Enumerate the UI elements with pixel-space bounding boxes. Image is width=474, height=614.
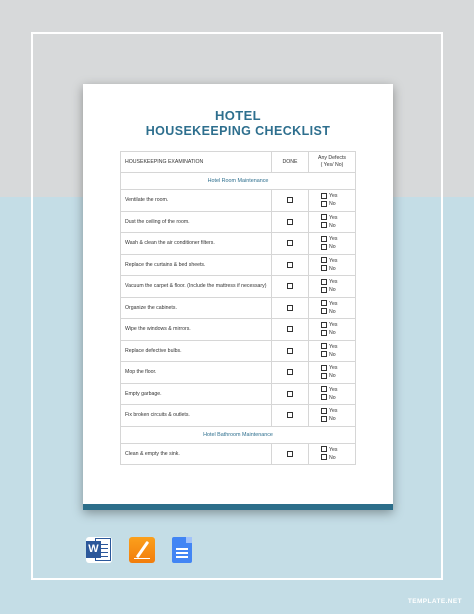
checklist-row bbox=[121, 190, 356, 212]
yes-label: Yes bbox=[329, 193, 338, 200]
yes-label: Yes bbox=[329, 279, 338, 286]
yes-label: Yes bbox=[329, 365, 338, 372]
google-docs-icon[interactable] bbox=[172, 537, 192, 563]
checklist-table bbox=[120, 151, 356, 465]
checklist-body bbox=[121, 173, 356, 465]
no-label: No bbox=[329, 351, 336, 358]
no-checkbox[interactable] bbox=[321, 287, 327, 293]
no-label: No bbox=[329, 373, 336, 380]
no-label: No bbox=[329, 265, 336, 272]
yes-label: Yes bbox=[329, 300, 338, 307]
header-task: HOUSEKEEPING EXAMINATION bbox=[121, 152, 272, 173]
no-label: No bbox=[329, 201, 336, 208]
section-title: Hotel Room Maintenance bbox=[121, 173, 356, 190]
document-page bbox=[83, 84, 393, 510]
no-checkbox[interactable] bbox=[321, 330, 327, 336]
checklist-row bbox=[121, 297, 356, 319]
done-checkbox[interactable] bbox=[287, 412, 293, 418]
no-label: No bbox=[329, 222, 336, 229]
done-checkbox[interactable] bbox=[287, 348, 293, 354]
yes-checkbox[interactable] bbox=[321, 193, 327, 199]
task-label: Ventilate the room. bbox=[121, 190, 272, 212]
yes-checkbox[interactable] bbox=[321, 257, 327, 263]
no-checkbox[interactable] bbox=[321, 222, 327, 228]
task-label: Vacuum the carpet & floor. (Include the mattress if necessary) bbox=[121, 276, 272, 298]
task-label: Organize the cabinets. bbox=[121, 297, 272, 319]
done-checkbox[interactable] bbox=[287, 451, 293, 457]
task-label: Mop the floor. bbox=[121, 362, 272, 384]
yes-label: Yes bbox=[329, 446, 338, 453]
yes-checkbox[interactable] bbox=[321, 365, 327, 371]
yes-checkbox[interactable] bbox=[321, 214, 327, 220]
done-checkbox[interactable] bbox=[287, 369, 293, 375]
no-checkbox[interactable] bbox=[321, 244, 327, 250]
header-defects bbox=[309, 152, 356, 173]
yes-checkbox[interactable] bbox=[321, 408, 327, 414]
no-label: No bbox=[329, 394, 336, 401]
yes-checkbox[interactable] bbox=[321, 322, 327, 328]
brand-watermark: TEMPLATE.NET bbox=[407, 598, 462, 605]
header-defects-line1: Any Defects bbox=[318, 155, 346, 161]
done-checkbox[interactable] bbox=[287, 391, 293, 397]
no-checkbox[interactable] bbox=[321, 265, 327, 271]
checklist-row bbox=[121, 340, 356, 362]
bottom-accent-bar bbox=[83, 504, 393, 510]
yes-label: Yes bbox=[329, 257, 338, 264]
task-label: Dust the ceiling of the room. bbox=[121, 211, 272, 233]
yes-checkbox[interactable] bbox=[321, 279, 327, 285]
done-checkbox[interactable] bbox=[287, 283, 293, 289]
header-defects-line2: ( Yes/ No) bbox=[320, 162, 344, 168]
section-row bbox=[121, 173, 356, 190]
no-checkbox[interactable] bbox=[321, 394, 327, 400]
done-checkbox[interactable] bbox=[287, 219, 293, 225]
yes-label: Yes bbox=[329, 408, 338, 415]
yes-label: Yes bbox=[329, 214, 338, 221]
checklist-row bbox=[121, 254, 356, 276]
no-checkbox[interactable] bbox=[321, 416, 327, 422]
header-done: DONE bbox=[272, 152, 309, 173]
yes-checkbox[interactable] bbox=[321, 446, 327, 452]
section-row bbox=[121, 426, 356, 443]
task-label: Wash & clean the air conditioner filters. bbox=[121, 233, 272, 255]
word-icon[interactable]: W bbox=[86, 537, 112, 563]
checklist-row bbox=[121, 319, 356, 341]
section-title: Hotel Bathroom Maintenance bbox=[121, 426, 356, 443]
no-checkbox[interactable] bbox=[321, 373, 327, 379]
yes-label: Yes bbox=[329, 386, 338, 393]
task-label: Replace defective bulbs. bbox=[121, 340, 272, 362]
checklist-row bbox=[121, 383, 356, 405]
done-checkbox[interactable] bbox=[287, 197, 293, 203]
no-label: No bbox=[329, 244, 336, 251]
yes-checkbox[interactable] bbox=[321, 300, 327, 306]
yes-checkbox[interactable] bbox=[321, 343, 327, 349]
no-checkbox[interactable] bbox=[321, 201, 327, 207]
yes-checkbox[interactable] bbox=[321, 386, 327, 392]
done-checkbox[interactable] bbox=[287, 262, 293, 268]
pages-icon[interactable] bbox=[129, 537, 155, 563]
yes-label: Yes bbox=[329, 236, 338, 243]
checklist-row bbox=[121, 405, 356, 427]
no-label: No bbox=[329, 287, 336, 294]
task-label: Replace the curtains & bed sheets. bbox=[121, 254, 272, 276]
document-title-line2: HOUSEKEEPING CHECKLIST bbox=[145, 124, 331, 138]
task-label: Clean & empty the sink. bbox=[121, 443, 272, 465]
yes-label: Yes bbox=[329, 322, 338, 329]
checklist-row bbox=[121, 211, 356, 233]
checklist-row bbox=[121, 233, 356, 255]
no-checkbox[interactable] bbox=[321, 351, 327, 357]
no-label: No bbox=[329, 308, 336, 315]
checklist-row bbox=[121, 443, 356, 465]
yes-label: Yes bbox=[329, 343, 338, 350]
done-checkbox[interactable] bbox=[287, 240, 293, 246]
done-checkbox[interactable] bbox=[287, 305, 293, 311]
no-checkbox[interactable] bbox=[321, 454, 327, 460]
no-label: No bbox=[329, 454, 336, 461]
done-checkbox[interactable] bbox=[287, 326, 293, 332]
no-label: No bbox=[329, 330, 336, 337]
task-label: Wipe the windows & mirrors. bbox=[121, 319, 272, 341]
no-checkbox[interactable] bbox=[321, 308, 327, 314]
task-label: Empty garbage. bbox=[121, 383, 272, 405]
task-label: Fix broken circuits & outlets. bbox=[121, 405, 272, 427]
checklist-row bbox=[121, 276, 356, 298]
yes-checkbox[interactable] bbox=[321, 236, 327, 242]
checklist-row bbox=[121, 362, 356, 384]
document-title-line1: HOTEL bbox=[214, 108, 262, 123]
no-label: No bbox=[329, 416, 336, 423]
